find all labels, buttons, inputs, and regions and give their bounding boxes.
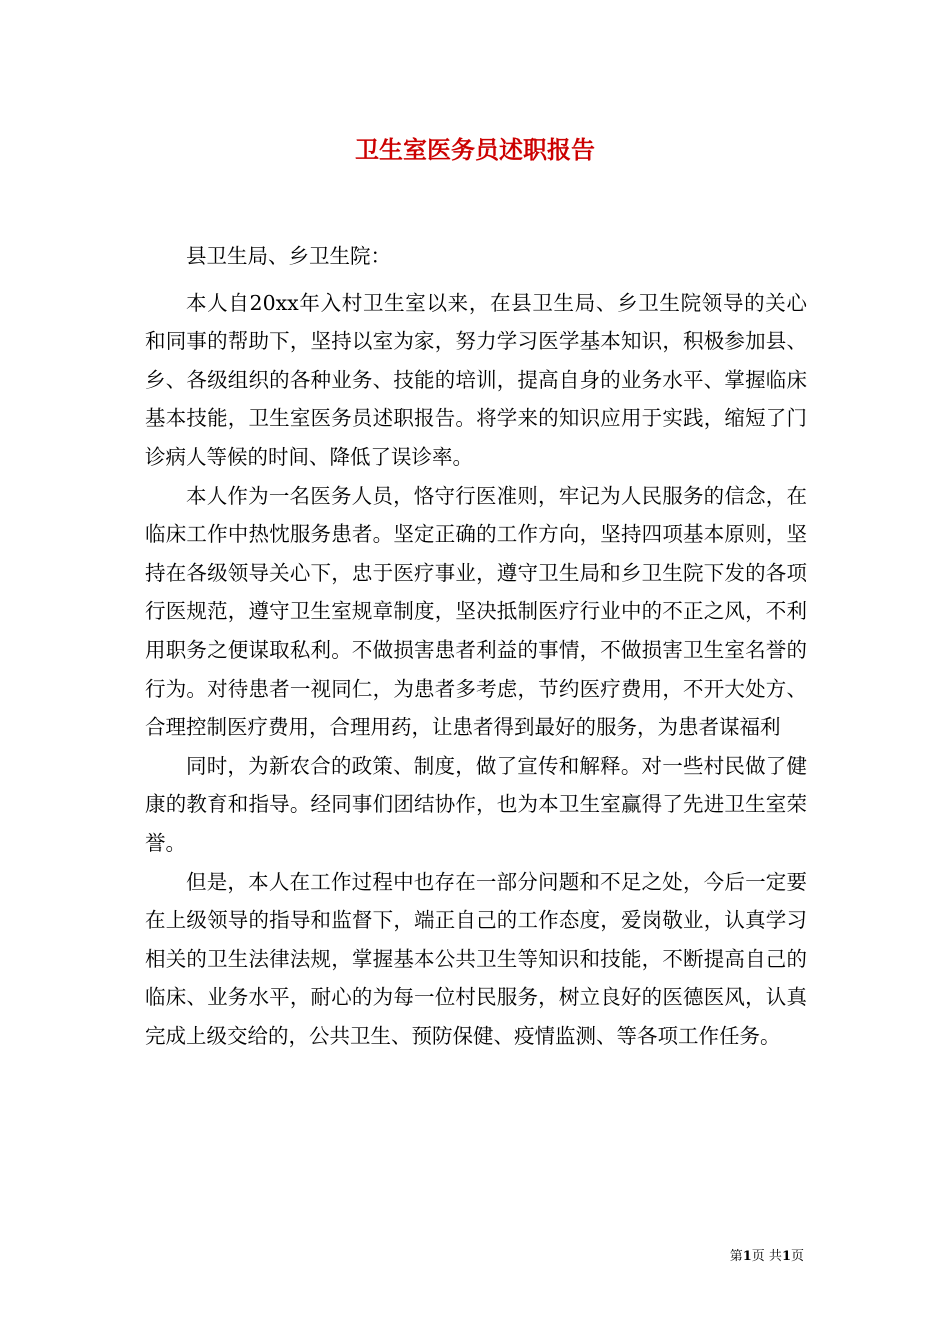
document-title: 卫生室医务员述职报告 bbox=[355, 135, 595, 164]
footer-prefix: 第 bbox=[729, 1249, 743, 1264]
paragraph-2: 本人作为一名医务人员，恪守行医准则，牢记为人民服务的信念，在临床工作中热忱服务患者。坚定正确的工作方向，坚持四项基本原则，坚持在各级领导关心下，忠于医疗事业，遵守卫生局和乡卫生院下发的各项行医规范，遵守卫生室规章制度，坚决抵制医疗行业中的不正之风，不利用职务之便谋取私利。不做损害患者利益的事情，不做损害卫生室名誉的行为。对待患者一视同仁，为患者多考虑，节约医疗费用，不开大处方、合理控制医疗费用，合理用药，让患者得到最好的服务，为患者谋福利 bbox=[145, 483, 807, 740]
footer-page-number: 1 bbox=[742, 1249, 752, 1264]
page-footer bbox=[730, 1248, 804, 1266]
paragraph-4: 但是，本人在工作过程中也存在一部分问题和不足之处，今后一定要在上级领导的指导和监督下，端正自己的工作态度，爱岗敬业，认真学习相关的卫生法律法规，掌握基本公共卫生等知识和技能，不断提高自己的临床、业务水平，耐心的为每一位村民服务，树立良好的医德医风，认真完成上级交给的，公共卫生、预防保健、疫情监测、等各项工作任务。 bbox=[145, 869, 807, 1048]
paragraph-3: 同时，为新农合的政策、制度，做了宣传和解释。对一些村民做了健康的教育和指导。经同事们团结协作，也为本卫生室赢得了先进卫生室荣誉。 bbox=[145, 753, 807, 855]
footer-total-pages: 1 bbox=[781, 1249, 791, 1264]
footer-suffix: 页 bbox=[790, 1249, 804, 1264]
salutation: 县卫生局、乡卫生院： bbox=[186, 244, 391, 268]
document-body bbox=[145, 237, 807, 1055]
footer-middle: 页 共 bbox=[751, 1249, 782, 1264]
paragraph-1: 本人自20xx年入村卫生室以来，在县卫生局、乡卫生院领导的关心和同事的帮助下，坚持以室为家，努力学习医学基本知识，积极参加县、乡、各级组织的各种业务、技能的培训，提高自身的业务水平、掌握临床基本技能，卫生室医务员述职报告。将学来的知识应用于实践，缩短了门诊病人等候的时间、降低了误诊率。 bbox=[145, 290, 807, 469]
